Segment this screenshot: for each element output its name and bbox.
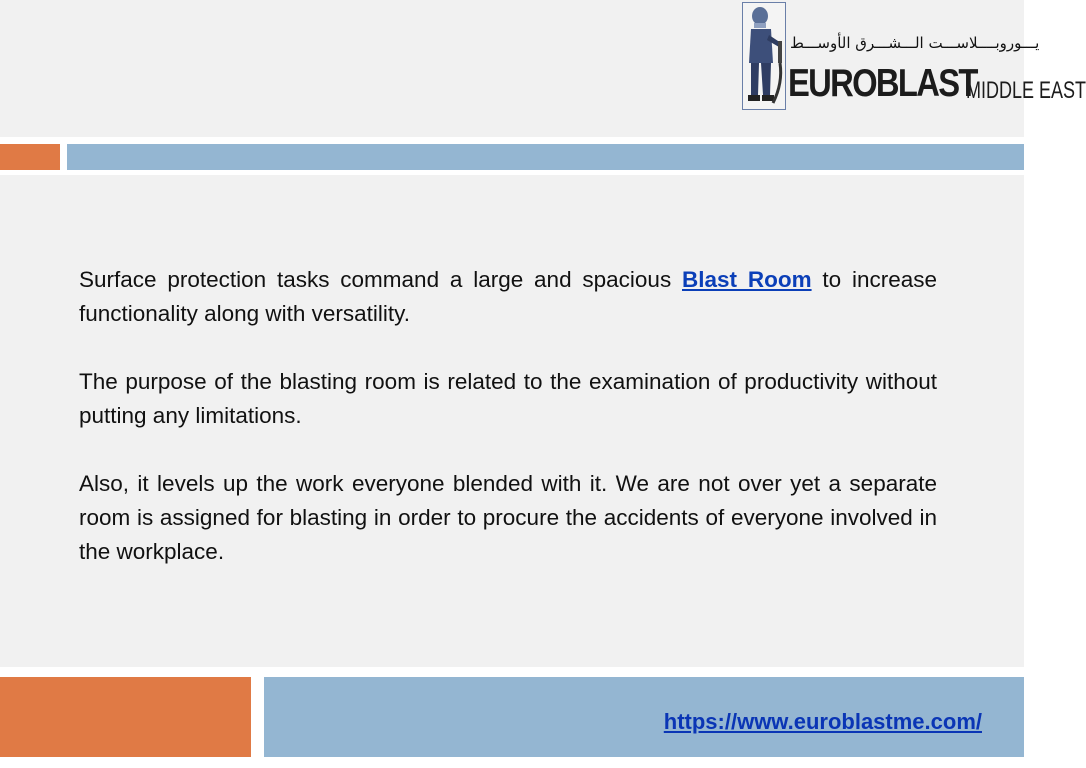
logo-arabic-text: يـــوروبــــلاســـت الـــشـــرق الأوســـط: [790, 34, 1040, 52]
paragraph-3: Also, it levels up the work everyone blended with it. We are not over yet a separate room is assigned for blasting in order to procure the accidents of everyone involved in the workplace.: [79, 471, 937, 564]
euroblast-logo: [742, 2, 1086, 110]
blast-room-link[interactable]: Blast Room: [682, 267, 812, 292]
paragraph-1: [79, 263, 937, 331]
paragraph-1-start: Surface protection tasks command a large and spacious: [79, 267, 682, 292]
top-orange-stripe: [0, 144, 60, 170]
blaster-figure-icon: [742, 2, 786, 110]
body-text: [79, 263, 937, 603]
paragraph-1-end: to increase functionality along with versatility.: [79, 267, 938, 326]
logo-wordmark: [788, 62, 1086, 105]
logo-bold-text: EUROBLAST: [788, 62, 977, 105]
blaster-figure-drawing: [743, 3, 785, 109]
logo-light-text: MIDDLE EAST: [966, 77, 1086, 104]
top-blue-stripe: [67, 144, 1024, 170]
paragraph-2: The purpose of the blasting room is related to the examination of productivity without putting any limitations.: [79, 369, 937, 428]
website-link[interactable]: https://www.euroblastme.com/: [663, 709, 982, 734]
bottom-orange-stripe: [0, 677, 251, 757]
header: [0, 0, 1086, 137]
